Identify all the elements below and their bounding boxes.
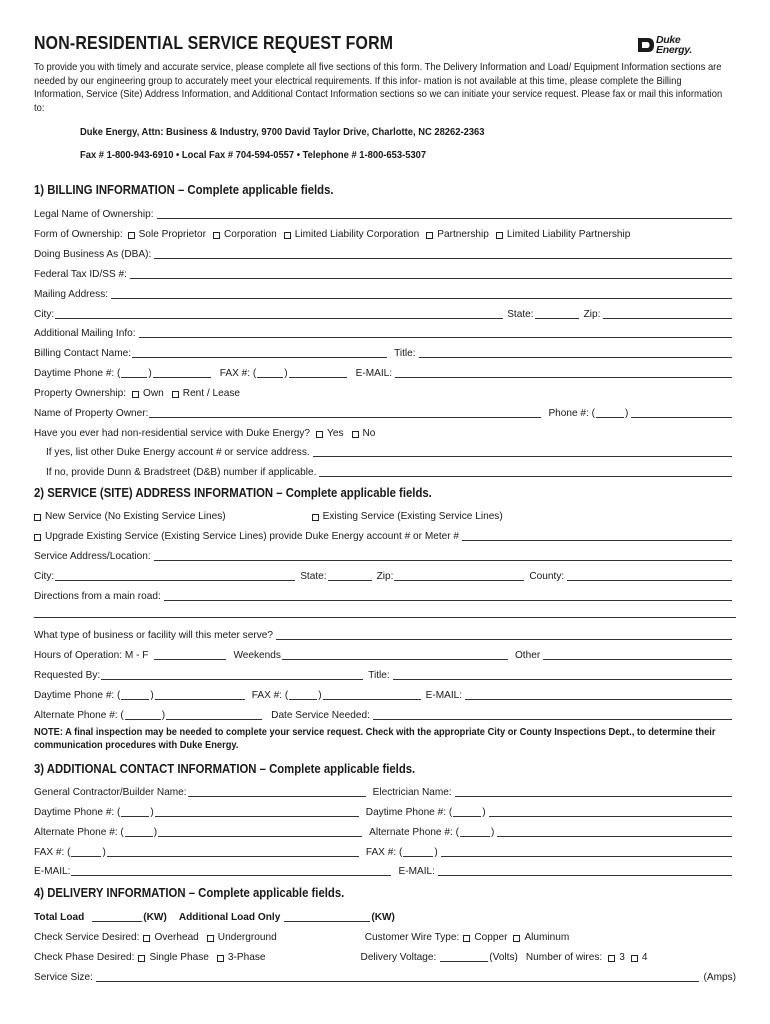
property-owner-phone-label: Phone #: ( [548, 408, 596, 419]
billing-fax-field[interactable] [289, 366, 347, 378]
gc-daytime-phone-area-field[interactable] [121, 805, 149, 817]
property-owner-label: Name of Property Owner: [34, 408, 149, 419]
tax-id-row [34, 264, 736, 280]
service-email-field[interactable] [465, 688, 732, 700]
duke-energy-logo-mark-icon [636, 35, 656, 55]
dba-field[interactable] [154, 247, 732, 259]
service-zip-field[interactable] [394, 569, 524, 581]
service-address-label: Service Address/Location: [34, 551, 151, 562]
wires-4-checkbox[interactable] [631, 955, 638, 962]
prior-service-no-label: No [362, 428, 376, 439]
mailing-address-row [34, 284, 736, 300]
date-needed-field[interactable] [373, 708, 732, 720]
service-city-field[interactable] [55, 569, 295, 581]
billing-phone-row: Daytime Phone #: ( ) FAX #: ( ) E-MAIL: [34, 363, 736, 379]
prior-service-label: Have you ever had non-residential service with Duke Energy? [34, 428, 311, 439]
electrician-fax-label: FAX #: ( [365, 847, 403, 858]
if-no-field[interactable] [319, 465, 732, 477]
duke-energy-logo-text: Duke Energy. [656, 34, 693, 56]
copper-label: Copper [474, 932, 508, 943]
delivery-voltage-label: Delivery Voltage: [360, 952, 437, 963]
service-size-row [34, 967, 736, 983]
service-county-label: County: [529, 571, 565, 582]
form-of-ownership-label: Form of Ownership: [34, 229, 123, 240]
gc-email-field[interactable] [71, 864, 391, 876]
total-load-field[interactable] [92, 910, 142, 922]
own-label: Own [143, 388, 164, 399]
billing-city-field[interactable] [55, 307, 503, 319]
gc-fax-area-field[interactable] [71, 845, 101, 857]
directions-label: Directions from a main road: [34, 591, 161, 602]
overhead-checkbox[interactable] [143, 935, 150, 942]
business-type-row [34, 625, 736, 641]
sole-proprietor-checkbox[interactable] [128, 232, 135, 239]
contact-fax-row: FAX #: ( ) FAX #: ( ) [34, 842, 736, 858]
service-size-label: Service Size: [34, 972, 93, 983]
electrician-daytime-phone-label: Daytime Phone #: ( [365, 807, 453, 818]
service-daytime-phone-area-field[interactable] [121, 688, 149, 700]
service-address-row [34, 546, 736, 562]
billing-fax-label: FAX #: ( [219, 368, 257, 379]
contact-daytime-phone-row: Daytime Phone #: ( ) Daytime Phone #: ( ) [34, 802, 736, 818]
single-phase-label: Single Phase [149, 952, 209, 963]
service-daytime-phone-field[interactable] [155, 688, 245, 700]
wires-3-label: 3 [619, 952, 625, 963]
sole-proprietor-label: Sole Proprietor [138, 229, 206, 240]
inspection-note: NOTE: A final inspection may be needed to complete your service request. Check with the appropriate City or County Inspections Dept., to determine their communication procedures with Duke Energy. [34, 727, 716, 751]
rent-lease-checkbox[interactable] [172, 391, 179, 398]
single-phase-checkbox[interactable] [138, 955, 145, 962]
other-hours-field[interactable] [543, 648, 732, 660]
legal-name-field[interactable] [157, 207, 732, 219]
if-yes-row [46, 442, 736, 458]
gc-fax-field[interactable] [107, 845, 359, 857]
corporation-checkbox[interactable] [213, 232, 220, 239]
billing-state-label: State: [507, 309, 534, 320]
wires-3-checkbox[interactable] [608, 955, 615, 962]
hours-mf-field[interactable] [154, 648, 226, 660]
delivery-voltage-field[interactable] [440, 950, 488, 962]
existing-service-label: Existing Service (Existing Service Lines) [322, 511, 503, 522]
billing-contact-label: Billing Contact Name: [34, 348, 132, 359]
dba-row [34, 244, 736, 260]
weekends-field[interactable] [282, 648, 508, 660]
contact-numbers: Fax # 1-800-943-6910 • Local Fax # 704-594-0557 • Telephone # 1-800-653-5307 [80, 150, 427, 161]
llc-label: Limited Liability Corporation [294, 229, 420, 240]
copper-checkbox[interactable] [463, 935, 470, 942]
billing-section-heading: 1) BILLING INFORMATION – Complete applicable fields. [34, 183, 334, 197]
additional-mailing-row [34, 323, 736, 339]
billing-fax-area-field[interactable] [257, 366, 283, 378]
form-of-ownership-row [34, 224, 736, 240]
upgrade-service-checkbox[interactable] [34, 534, 41, 541]
service-city-label: City: [34, 571, 55, 582]
billing-city-label: City: [34, 309, 55, 320]
billing-email-field[interactable] [395, 366, 732, 378]
date-needed-label: Date Service Needed: [271, 710, 370, 721]
load-row [34, 907, 736, 923]
electrician-name-label: Electrician Name: [372, 787, 452, 798]
llp-label: Limited Liability Partnership [506, 229, 631, 240]
existing-service-checkbox[interactable] [312, 514, 319, 521]
service-size-field[interactable] [96, 970, 700, 982]
billing-city-row [34, 304, 736, 320]
legal-name-label: Legal Name of Ownership: [34, 209, 154, 220]
electrician-alt-phone-field[interactable] [497, 825, 732, 837]
prior-service-yes-checkbox[interactable] [316, 431, 323, 438]
service-fax-field[interactable] [323, 688, 421, 700]
underground-checkbox[interactable] [207, 935, 214, 942]
if-yes-label: If yes, list other Duke Energy account # or service address. [46, 447, 310, 458]
additional-load-label: Additional Load Only [178, 912, 281, 923]
dba-label: Doing Business As (DBA): [34, 249, 152, 260]
billing-zip-label: Zip: [583, 309, 601, 320]
property-owner-row: Name of Property Owner: Phone #: ( ) [34, 403, 736, 419]
billing-title-label: Title: [394, 348, 416, 359]
billing-title-field[interactable] [419, 346, 732, 358]
three-phase-label: 3-Phase [227, 952, 266, 963]
total-load-unit: (KW) [143, 912, 167, 923]
service-county-field[interactable] [567, 569, 732, 581]
service-wire-row [34, 927, 736, 943]
mailing-address-field[interactable] [111, 287, 732, 299]
customer-wire-label: Customer Wire Type: [364, 932, 460, 943]
gc-daytime-phone-field[interactable] [155, 805, 359, 817]
if-yes-field[interactable] [313, 445, 732, 457]
directions-row [34, 586, 736, 602]
property-ownership-label: Property Ownership: [34, 388, 127, 399]
business-type-field[interactable] [276, 628, 732, 640]
prior-service-yes-label: Yes [327, 428, 344, 439]
property-owner-phone-area-field[interactable] [596, 406, 624, 418]
service-alt-phone-row: Alternate Phone #: ( ) Date Service Needed: [34, 705, 736, 721]
intro-paragraph: To provide you with timely and accurate service, please complete all five sections of this form. The Delivery Information and Load/ Equipment Information sections are needed by our engineering group to accurately meet your electrical requirements. If this infor- mation is not available at this time, please complete the Billing Information, Service (Site) Address Information, and Additional Contact Information sections so we can initiate your service request. Please fax or mail this information to: [34, 62, 723, 114]
aluminum-checkbox[interactable] [513, 935, 520, 942]
hours-label: Hours of Operation: M - F [34, 650, 149, 661]
electrician-daytime-phone-area-field[interactable] [453, 805, 481, 817]
partnership-label: Partnership [437, 229, 489, 240]
service-alt-phone-field[interactable] [166, 708, 262, 720]
llp-checkbox[interactable] [496, 232, 503, 239]
gc-name-field[interactable] [188, 785, 366, 797]
service-zip-label: Zip: [376, 571, 394, 582]
service-section-heading: 2) SERVICE (SITE) ADDRESS INFORMATION – Complete applicable fields. [34, 486, 432, 500]
billing-daytime-phone-label: Daytime Phone #: ( [34, 368, 121, 379]
upgrade-service-label: Upgrade Existing Service (Existing Service Lines) provide Duke Energy account # or Meter # [45, 531, 460, 542]
delivery-section-heading: 4) DELIVERY INFORMATION – Complete applicable fields. [34, 886, 345, 900]
phase-voltage-row [34, 947, 736, 963]
gc-fax-label: FAX #: ( [34, 847, 71, 858]
total-load-label: Total Load [34, 912, 85, 923]
electrician-email-field[interactable] [438, 864, 732, 876]
service-address-field[interactable] [154, 549, 732, 561]
electrician-alt-phone-label: Alternate Phone #: ( [369, 827, 459, 838]
upgrade-account-field[interactable] [462, 529, 732, 541]
if-no-row [46, 462, 736, 478]
billing-daytime-phone-area-field[interactable] [121, 366, 147, 378]
electrician-email-label: E-MAIL: [398, 866, 435, 877]
prior-service-row [34, 423, 736, 439]
billing-daytime-phone-field[interactable] [153, 366, 211, 378]
additional-mailing-field[interactable] [139, 326, 732, 338]
num-wires-label: Number of wires: [525, 952, 603, 963]
requested-by-label: Requested By: [34, 670, 101, 681]
service-alt-phone-label: Alternate Phone #: ( [34, 710, 124, 721]
upgrade-service-row [34, 526, 736, 542]
service-state-label: State: [300, 571, 327, 582]
rent-lease-label: Rent / Lease [182, 388, 241, 399]
service-phone-row: Daytime Phone #: ( ) FAX #: ( ) E-MAIL: [34, 685, 736, 701]
service-fax-label: FAX #: ( [251, 690, 289, 701]
wires-4-label: 4 [641, 952, 648, 963]
service-city-row [34, 566, 736, 582]
check-service-label: Check Service Desired: [34, 932, 140, 943]
service-state-field[interactable] [328, 569, 372, 581]
weekends-label: Weekends [233, 650, 281, 661]
corporation-label: Corporation [223, 229, 277, 240]
electrician-fax-area-field[interactable] [403, 845, 433, 857]
if-no-label: If no, provide Dunn & Bradstreet (D&B) number if applicable. [46, 467, 317, 478]
service-email-label: E-MAIL: [425, 690, 463, 701]
contact-alt-phone-row: Alternate Phone #: ( ) Alternate Phone #: ( ) [34, 822, 736, 838]
gc-name-label: General Contractor/Builder Name: [34, 787, 187, 798]
billing-contact-row [34, 343, 736, 359]
requested-by-field[interactable] [101, 668, 363, 680]
new-service-label: New Service (No Existing Service Lines) [45, 511, 226, 522]
billing-contact-field[interactable] [132, 346, 387, 358]
electrician-alt-phone-area-field[interactable] [460, 825, 490, 837]
billing-state-field[interactable] [535, 307, 579, 319]
page-title: NON-RESIDENTIAL SERVICE REQUEST FORM [34, 32, 394, 53]
new-service-checkbox[interactable] [34, 514, 41, 521]
gc-email-label: E-MAIL: [34, 866, 71, 877]
additional-load-field[interactable] [284, 910, 370, 922]
own-checkbox[interactable] [132, 391, 139, 398]
directions-field[interactable] [164, 589, 732, 601]
directions-field-continued[interactable] [34, 617, 736, 618]
service-title-field[interactable] [393, 668, 732, 680]
mailing-address: Duke Energy, Attn: Business & Industry, 9700 David Taylor Drive, Charlotte, NC 28262-2363 [80, 127, 485, 138]
additional-mailing-label: Additional Mailing Info: [34, 328, 136, 339]
property-ownership-row [34, 383, 736, 399]
mailing-address-label: Mailing Address: [34, 289, 109, 300]
llc-checkbox[interactable] [284, 232, 291, 239]
other-hours-label: Other [514, 650, 541, 661]
overhead-label: Overhead [154, 932, 199, 943]
tax-id-field[interactable] [130, 267, 732, 279]
duke-energy-logo [636, 34, 702, 56]
aluminum-label: Aluminum [524, 932, 570, 943]
service-alt-phone-area-field[interactable] [125, 708, 161, 720]
billing-email-label: E-MAIL: [355, 368, 393, 379]
gc-alt-phone-label: Alternate Phone #: ( [34, 827, 124, 838]
legal-name-row [34, 204, 736, 220]
business-type-label: What type of business or facility will this meter serve? [34, 630, 273, 641]
electrician-daytime-phone-field[interactable] [489, 805, 732, 817]
additional-load-unit: (KW) [371, 912, 395, 923]
three-phase-checkbox[interactable] [217, 955, 224, 962]
hours-row [34, 645, 736, 661]
volts-unit: (Volts) [489, 952, 518, 963]
gc-electrician-row [34, 782, 736, 798]
billing-zip-field[interactable] [603, 307, 732, 319]
service-daytime-phone-label: Daytime Phone #: ( [34, 690, 121, 701]
electrician-fax-field[interactable] [441, 845, 732, 857]
partnership-checkbox[interactable] [426, 232, 433, 239]
service-fax-area-field[interactable] [289, 688, 317, 700]
underground-label: Underground [217, 932, 277, 943]
property-owner-field[interactable] [149, 406, 541, 418]
gc-alt-phone-field[interactable] [158, 825, 362, 837]
property-owner-phone-field[interactable] [631, 406, 732, 418]
service-title-label: Title: [368, 670, 390, 681]
electrician-name-field[interactable] [455, 785, 732, 797]
gc-daytime-phone-label: Daytime Phone #: ( [34, 807, 121, 818]
service-type-row [34, 506, 736, 522]
gc-alt-phone-area-field[interactable] [125, 825, 153, 837]
prior-service-no-checkbox[interactable] [352, 431, 359, 438]
contact-email-row [34, 861, 736, 877]
requested-by-row [34, 665, 736, 681]
tax-id-label: Federal Tax ID/SS #: [34, 269, 127, 280]
amps-unit: (Amps) [703, 972, 736, 983]
contact-section-heading: 3) ADDITIONAL CONTACT INFORMATION – Complete applicable fields. [34, 762, 416, 776]
check-phase-label: Check Phase Desired: [34, 952, 135, 963]
